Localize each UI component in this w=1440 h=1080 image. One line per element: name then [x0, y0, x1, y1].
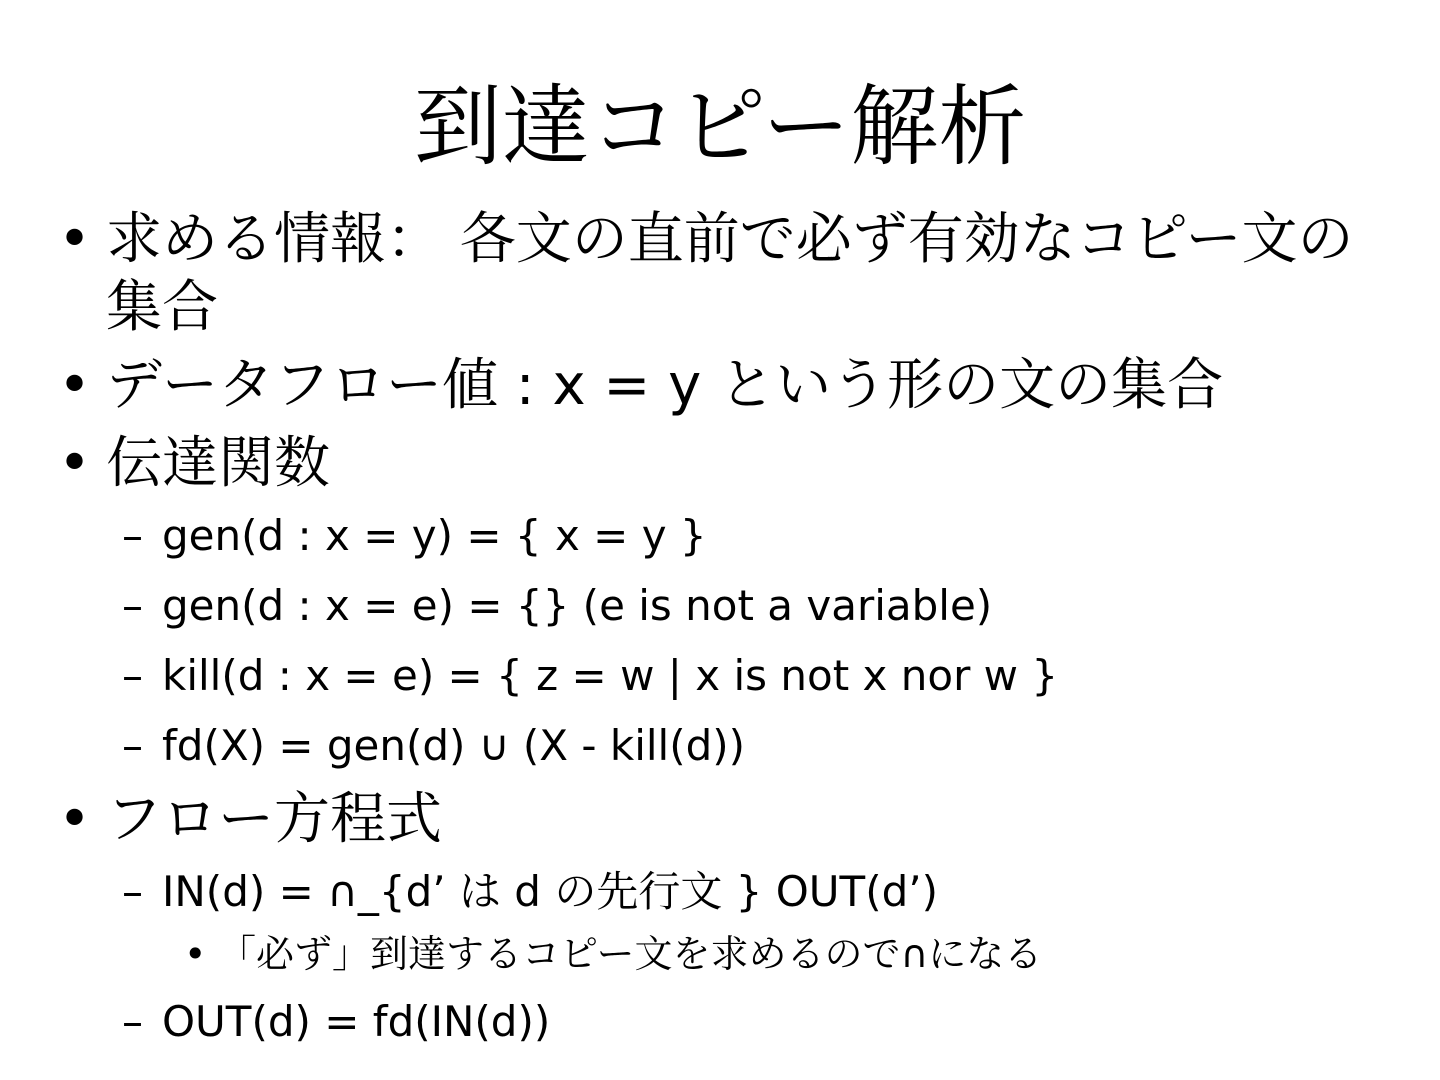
- bullet-transfer-function: [58, 430, 330, 498]
- sub-bullet-text: kill(d : x = e) = { z = w | x is not x nor w }: [162, 651, 1059, 700]
- sub-sub-bullet-marker: •: [184, 932, 207, 976]
- sub-bullet-marker: –: [122, 997, 143, 1046]
- sub-bullet-gen-copy: [122, 510, 707, 562]
- sub-bullet-kill: [122, 650, 1059, 702]
- sub-bullet-marker: –: [122, 511, 143, 560]
- sub-bullet-marker: –: [122, 867, 143, 916]
- sub-bullet-text: OUT(d) = fd(IN(d)): [162, 997, 551, 1046]
- sub-bullet-text: fd(X) = gen(d) ∪ (X - kill(d)): [162, 721, 746, 770]
- bullet-text: データフロー値 : x = y という形の文の集合: [106, 353, 1224, 418]
- bullet-marker: •: [58, 353, 92, 418]
- bullet-marker: •: [58, 787, 92, 852]
- sub-bullet-marker: –: [122, 721, 143, 770]
- bullet-text: 求める情報： 各文の直前で必ず有効なコピー文の: [106, 207, 1354, 272]
- sub-bullet-marker: –: [122, 651, 143, 700]
- sub-sub-bullet-text: 「必ず」到達するコピー文を求めるので∩になる: [218, 932, 1043, 976]
- sub-bullet-in-equation: [122, 866, 938, 918]
- sub-bullet-fd: [122, 720, 746, 772]
- sub-bullet-out-equation: [122, 996, 551, 1048]
- sub-bullet-text: gen(d : x = e) = {} (e is not a variable): [162, 581, 993, 630]
- bullet-flow-equations: [58, 786, 442, 854]
- bullet-text: 伝達関数: [106, 431, 330, 496]
- bullet-text: フロー方程式: [106, 787, 442, 852]
- sub-bullet-text: gen(d : x = y) = { x = y }: [162, 511, 707, 560]
- sub-bullet-text: IN(d) = ∩_{d’ は d の先行文 } OUT(d’): [162, 867, 938, 916]
- bullet-required-info-continuation: 集合: [106, 275, 218, 340]
- bullet-marker: •: [58, 207, 92, 272]
- sub-bullet-gen-nonvar: [122, 580, 993, 632]
- bullet-marker: •: [58, 431, 92, 496]
- bullet-dataflow-value: [58, 352, 1224, 420]
- sub-sub-bullet-intersection-note: [184, 930, 1043, 978]
- bullet-required-info: [58, 206, 1354, 274]
- sub-bullet-marker: –: [122, 581, 143, 630]
- slide-title: 到達コピー解析: [413, 75, 1027, 178]
